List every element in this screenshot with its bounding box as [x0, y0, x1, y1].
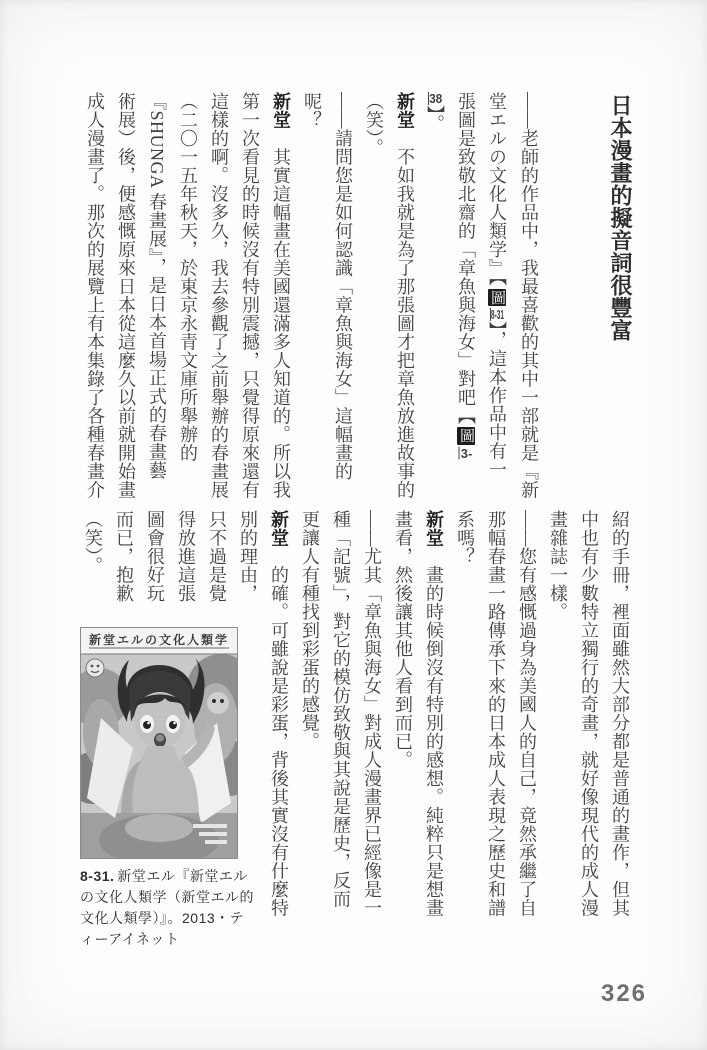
figure-caption-label: 8-31. [80, 868, 115, 884]
text-column: 更讓人有種找到彩蛋的感覺。 [300, 510, 320, 751]
text-column: （笑）。 [83, 510, 103, 575]
text-column: 第一次看見的時候沒有特別震撼，只覺得原來還有 [240, 92, 260, 499]
text-column: 圖會很好玩 [145, 510, 165, 603]
text-column: 畫看，然後讓其他人看到而已。 [393, 510, 413, 769]
text-column: 呢？ [302, 92, 322, 129]
text-column: 中也有少數特立獨行的奇畫，就好像現代的成人漫 [579, 510, 599, 917]
text-column: 成人漫畫了。那次的展覽上有本集錄了各種春畫介 [85, 92, 105, 499]
text-column: 新堂 不如我就是為了那張圖才把章魚放進故事的 [395, 92, 415, 499]
top-text-block [74, 92, 544, 512]
text-column: 新堂 其實這幅畫在美國還滿多人知道的。所以我 [271, 92, 291, 499]
text-column: （笑）。 [364, 92, 384, 157]
text-column: 術展）後，便感慨原來日本從這麼久以前就開始畫 [116, 92, 136, 499]
text-column: 畫雜誌一樣。 [548, 510, 568, 621]
text-column: 堂エルの文化人類学』【圖8-31】，這本作品中有一 [487, 92, 507, 479]
text-column: 新堂 的確。可雖說是彩蛋，背後其實沒有什麼特 [269, 510, 289, 917]
text-column: 張圖是致敬北齋的「章魚與海女」對吧【圖3- [456, 92, 476, 460]
text-column: ——您有感慨過身為美國人的自己，竟然承繼了自 [517, 510, 537, 917]
figure-caption-text: 新堂エル『新堂エルの文化人類学（新堂エル的文化人類學）』。2013・ティーアイネット [80, 868, 254, 947]
text-column: 新堂 畫的時候倒沒有特別的感想。純粹只是想畫 [424, 510, 444, 917]
text-column: ——尤其「章魚與海女」對成人漫畫界已經像是一 [362, 510, 382, 917]
text-column: 只不過是覺 [207, 510, 227, 603]
manga-cover-art [81, 628, 237, 858]
page-number: 326 [600, 980, 648, 1007]
text-column: 而已，抱歉 [114, 510, 134, 603]
text-column: ——老師的作品中，我最喜歡的其中一部就是『新 [519, 92, 539, 499]
text-column: 這樣的啊。沒多久，我去參觀了之前舉辦的春畫展 [209, 92, 229, 499]
text-column: 種「記號」，對它的模仿致敬與其說是歷史，反而 [331, 510, 351, 908]
text-column: 38】。 [425, 92, 445, 133]
text-column: 系嗎？ [455, 510, 475, 566]
text-column: ——請問您是如何認識「章魚與海女」這幅畫的 [333, 92, 353, 481]
section-heading: 日本漫畫的擬音詞很豐富 [608, 94, 633, 342]
text-column: 『SHUNGA 春畫展』，是日本首場正式的春畫藝 [147, 92, 167, 480]
text-column: （二〇一五年秋天，於東京永青文庫所舉辦的 [178, 92, 198, 462]
manga-cover-image [80, 627, 238, 859]
text-column: 得放進這張 [176, 510, 196, 603]
text-column: 那幅春畫一路傳承下來的日本成人表現之歷史和譜 [486, 510, 506, 917]
figure-caption [80, 866, 256, 950]
figure-8-31 [80, 627, 256, 950]
text-column: 別的理由， [238, 510, 258, 603]
text-column: 紹的手冊，裡面雖然大部分都是普通的畫作，但其 [610, 510, 630, 917]
cover-title: 新堂エルの文化人類学 [88, 633, 229, 647]
